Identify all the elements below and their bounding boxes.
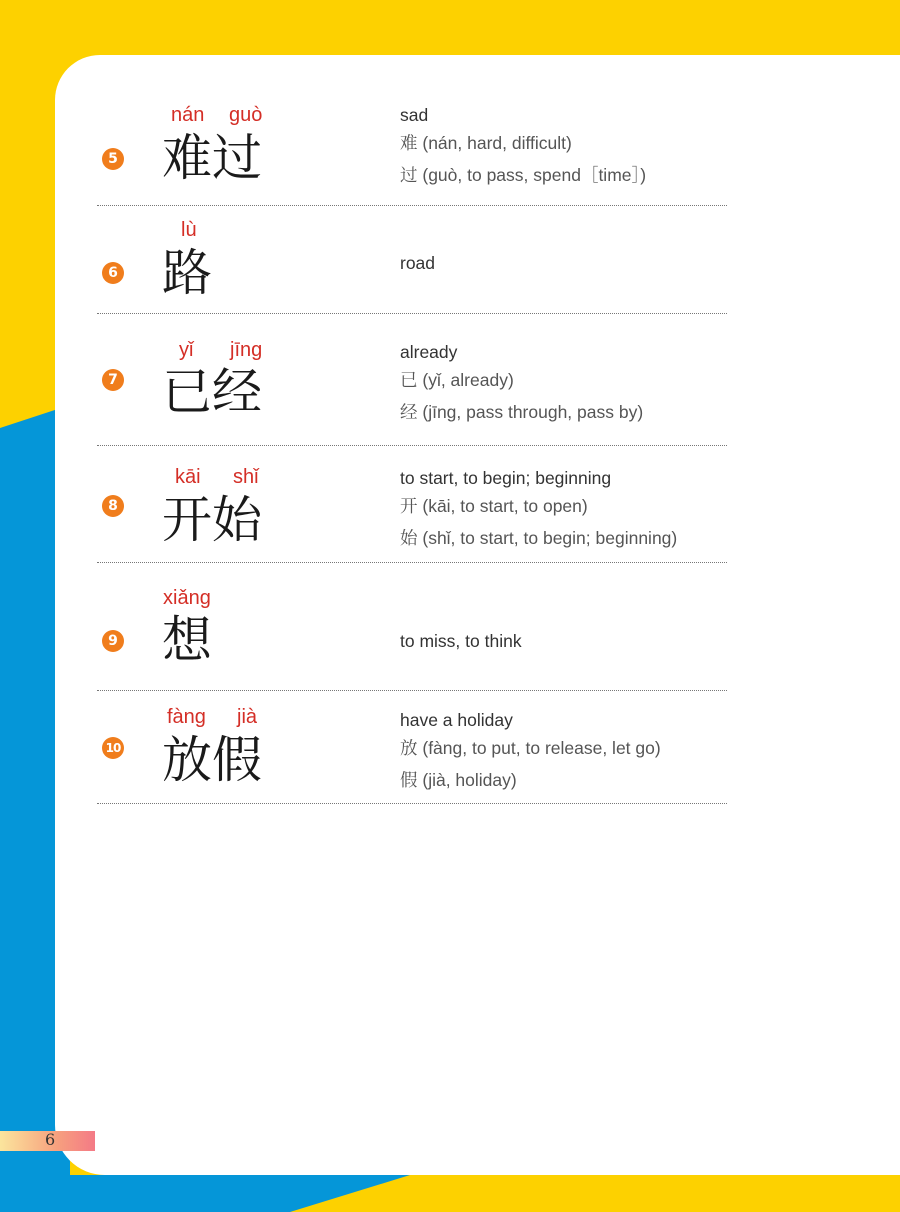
- dotted-divider: [97, 445, 727, 446]
- dotted-divider: [97, 690, 727, 691]
- character-breakdown: 经 (jīng, pass through, pass by): [400, 402, 644, 422]
- hanzi-word: 放假: [162, 731, 262, 789]
- character-breakdown: 难 (nán, hard, difficult): [400, 133, 572, 153]
- hanzi-word: 路: [162, 244, 212, 302]
- character-breakdown: 放 (fàng, to put, to release, let go): [400, 738, 661, 758]
- english-meaning: sad: [400, 105, 429, 125]
- pinyin-syllable: lù: [181, 219, 197, 241]
- pinyin-syllable: xiǎng: [163, 587, 211, 609]
- hanzi-word: 难过: [162, 129, 262, 187]
- pinyin-syllable: shǐ: [233, 466, 259, 488]
- pinyin-syllable: yǐ: [179, 339, 194, 361]
- english-meaning: to miss, to think: [400, 631, 522, 651]
- hanzi-word: 已经: [162, 363, 262, 421]
- pinyin-syllable: nán: [171, 104, 205, 126]
- dotted-divider: [97, 313, 727, 314]
- pinyin-syllable: jīng: [230, 339, 263, 361]
- hanzi-word: 开始: [162, 491, 262, 549]
- pinyin-syllable: fàng: [167, 706, 206, 728]
- character-breakdown: 已 (yǐ, already): [400, 370, 514, 390]
- english-meaning: have a holiday: [400, 710, 513, 730]
- dotted-divider: [97, 803, 727, 804]
- dotted-divider: [97, 562, 727, 563]
- entry-number-badge: 8: [102, 495, 124, 517]
- pinyin-syllable: jià: [237, 706, 258, 728]
- pinyin-syllable: kāi: [175, 466, 201, 488]
- page-number: 6: [45, 1130, 56, 1149]
- entry-number-badge: 9: [102, 630, 124, 652]
- entry-number-badge: 5: [102, 148, 124, 170]
- english-meaning: already: [400, 342, 458, 362]
- english-meaning: road: [400, 253, 436, 273]
- entry-number-badge: 7: [102, 369, 124, 391]
- character-breakdown: 始 (shǐ, to start, to begin; beginning): [400, 528, 678, 548]
- entry-number-badge: 10: [102, 737, 124, 759]
- english-meaning: to start, to begin; beginning: [400, 468, 612, 488]
- character-breakdown: 过 (guò, to pass, spend［time］): [400, 165, 647, 185]
- entry-number-badge: 6: [102, 262, 124, 284]
- hanzi-word: 想: [162, 611, 212, 669]
- character-breakdown: 开 (kāi, to start, to open): [400, 496, 588, 516]
- pinyin-syllable: guò: [229, 104, 263, 126]
- dotted-divider: [97, 205, 727, 206]
- character-breakdown: 假 (jià, holiday): [400, 770, 517, 790]
